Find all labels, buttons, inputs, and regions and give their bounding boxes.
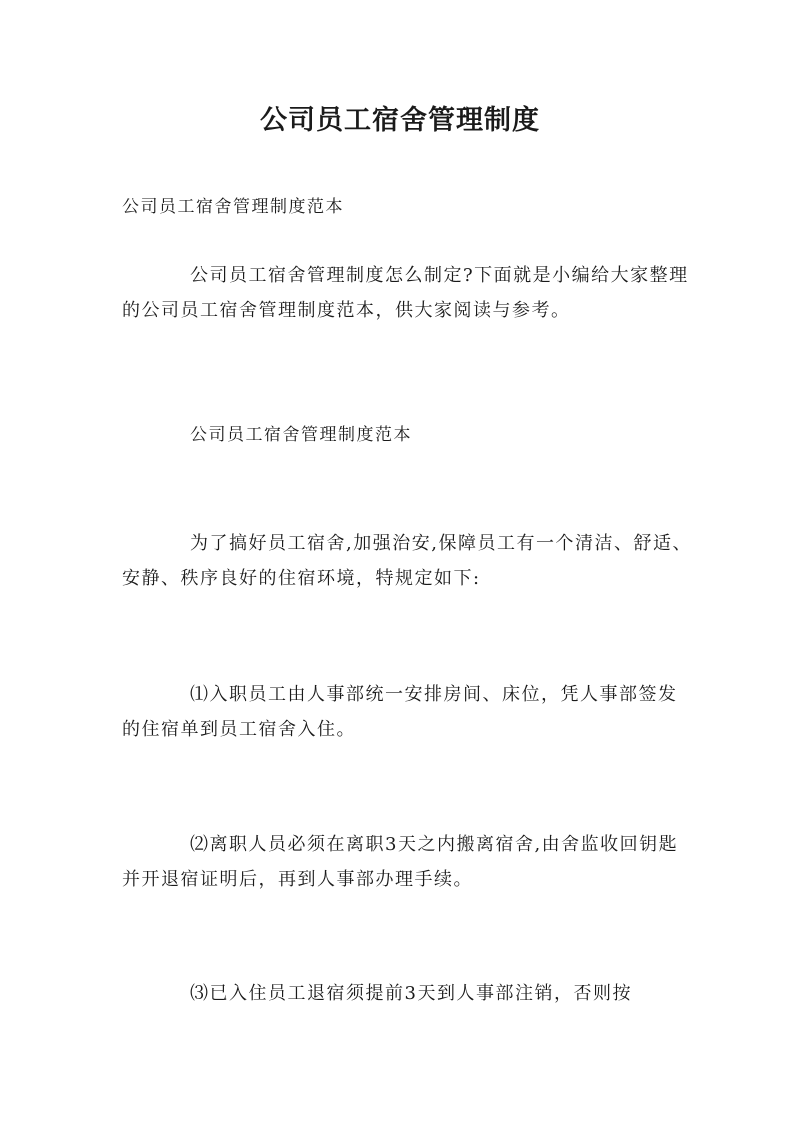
- document-title: 公司员工宿舍管理制度: [260, 105, 540, 136]
- paragraph-rule-1: ⑴入职员工由人事部统一安排房间、床位，凭人事部签发的住宿单到员工宿舍入住。: [122, 684, 678, 740]
- paragraph-rule-3: ⑶已入住员工退宿须提前3天到人事部注销，否则按: [190, 983, 632, 1004]
- paragraph-rule-2: ⑵离职人员必须在离职3天之内搬离宿舍,由舍监收回钥匙并开退宿证明后，再到人事部办理手续。: [122, 834, 679, 890]
- document-subtitle: 公司员工宿舍管理制度范本: [122, 197, 344, 217]
- intro-paragraph: 公司员工宿舍管理制度怎么制定?下面就是小编给大家整理的公司员工宿舍管理制度范本，供大家阅读与参考。: [122, 265, 689, 321]
- section-heading: 公司员工宿舍管理制度范本: [190, 425, 412, 445]
- paragraph-purpose: 为了搞好员工宿舍,加强治安,保障员工有一个清洁、舒适、安静、秩序良好的住宿环境，特规定如下:: [122, 533, 692, 589]
